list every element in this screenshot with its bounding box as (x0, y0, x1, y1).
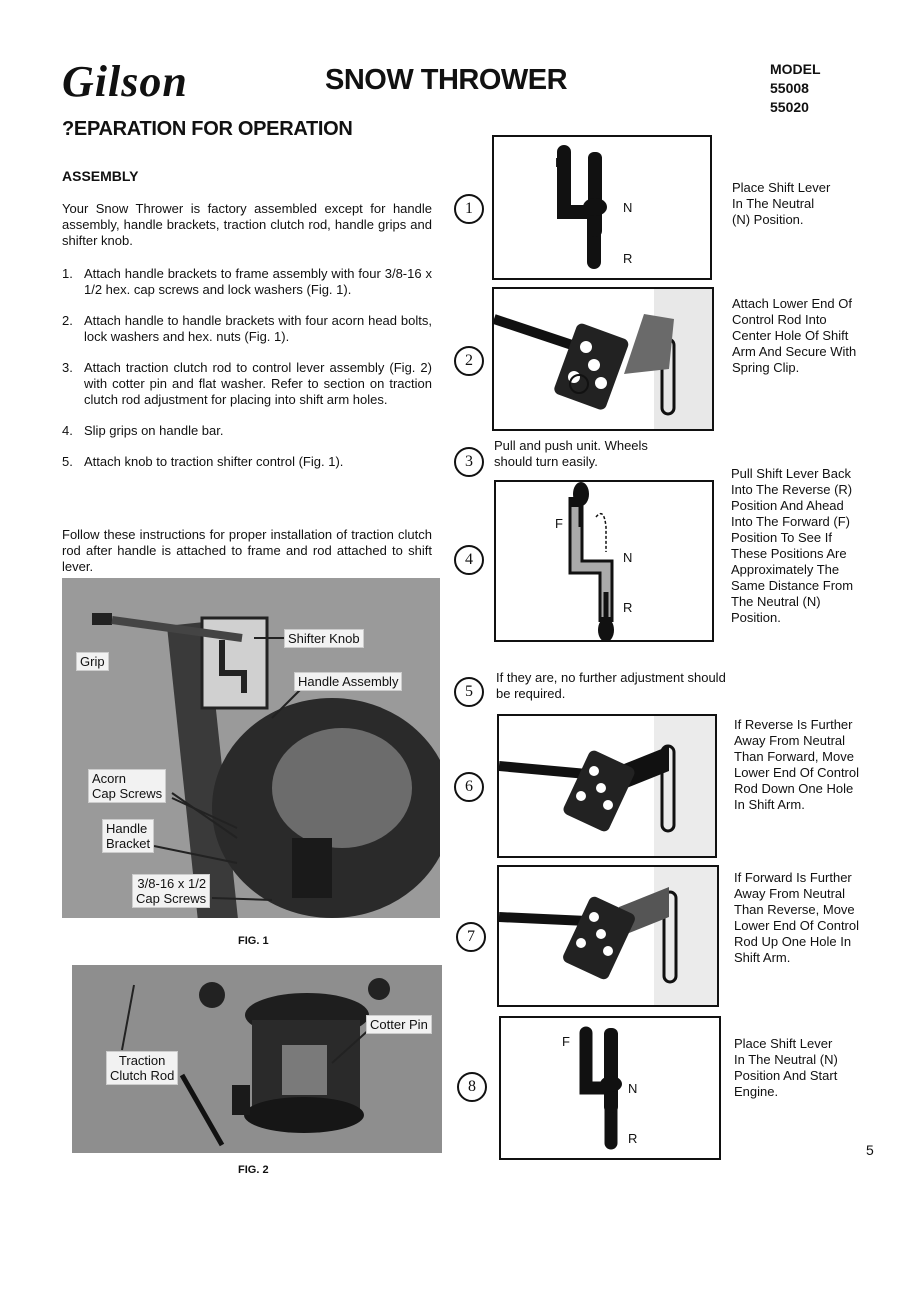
follow-paragraph: Follow these instructions for proper installation of traction clutch rod after handle is attached to frame and rod attached to shift lever. (62, 527, 432, 574)
step-text: Attach knob to traction shifter control (Fig. 1). (84, 454, 344, 469)
shift-letter-n: N (628, 1081, 638, 1096)
step-description: If Forward Is Further Away From Neutral Than Reverse, Move Lower End Of Control Rod Up One Hole In Shift Arm. (734, 870, 860, 965)
shift-arm-diagram (497, 865, 719, 1007)
step-text: Attach handle to handle brackets with four acorn head bolts, lock washers and hex. nuts (Fig. 1). (84, 313, 432, 344)
shift-lever-neutral-start (501, 1018, 719, 1158)
shift-letter-f: F (562, 1034, 570, 1049)
label-grip: Grip (76, 652, 109, 671)
page-number: 5 (866, 1142, 874, 1158)
list-item (62, 360, 432, 408)
shift-letter-r: R (623, 251, 633, 266)
shift-letter-n: N (623, 200, 633, 215)
label-cap-screws: 3/8-16 x 1/2 Cap Screws (132, 874, 210, 908)
shift-gate-diagram (499, 1016, 721, 1160)
fig2-photo (72, 965, 442, 1153)
step-number-circle: 6 (454, 772, 484, 802)
shift-arm-diagram (497, 714, 717, 858)
step-number-circle: 1 (454, 194, 484, 224)
step-number-circle: 8 (457, 1072, 487, 1102)
step-number: 1. (62, 266, 73, 281)
step-description: Place Shift Lever In The Neutral (N) Position And Start Engine. (734, 1036, 838, 1099)
fig1-photo (62, 578, 440, 918)
step-number-circle: 7 (456, 922, 486, 952)
label-acorn-cap-screws: Acorn Cap Screws (88, 769, 166, 803)
step-number-circle: 4 (454, 545, 484, 575)
model-number: 55020 (770, 99, 809, 115)
list-item (62, 423, 432, 439)
shift-letter-n: N (623, 550, 633, 565)
subsection-title: ASSEMBLY (62, 168, 139, 184)
list-item (62, 454, 432, 470)
brand-logo: Gilson (62, 57, 188, 106)
step-description: Pull and push unit. Wheels should turn easily. (494, 438, 648, 469)
label-traction-clutch-rod: Traction Clutch Rod (106, 1051, 178, 1085)
shift-arm-diagram (492, 287, 714, 431)
shift-letter-r: R (623, 600, 633, 615)
step-text: Attach traction clutch rod to control lever assembly (Fig. 2) with cotter pin and flat washer. Refer to section on traction clutch rod adjustment for placing into shift arm holes. (84, 360, 432, 407)
step-text: Attach handle brackets to frame assembly with four 3/8-16 x 1/2 hex. cap screws and lock washers (Fig. 1). (84, 266, 432, 297)
fig1-illustration (62, 578, 440, 918)
model-number: 55008 (770, 80, 809, 96)
shift-letter-f: F (555, 516, 563, 531)
intro-paragraph: Your Snow Thrower is factory assembled except for handle assembly, handle brackets, traction clutch rod, handle grips and shifter knob. (62, 201, 432, 248)
fig1-caption: FIG. 1 (238, 935, 269, 947)
label-handle-bracket: Handle Bracket (102, 819, 154, 853)
label-cotter-pin: Cotter Pin (366, 1015, 432, 1034)
model-block (770, 60, 821, 117)
shift-gate-diagram (494, 480, 714, 642)
shift-lever-positions (496, 482, 712, 640)
step-description: Place Shift Lever In The Neutral (N) Position. (732, 180, 831, 227)
step-description: If Reverse Is Further Away From Neutral Than Forward, Move Lower End Of Control Rod Down One Hole In Shift Arm. (734, 717, 860, 812)
step-number-circle: 3 (454, 447, 484, 477)
list-item (62, 313, 432, 345)
model-label: MODEL (770, 61, 821, 77)
shift-lever-neutral (494, 137, 710, 278)
step-text: Slip grips on handle bar. (84, 423, 224, 438)
step-number: 3. (62, 360, 73, 375)
label-shifter-knob: Shifter Knob (284, 629, 364, 648)
shift-gate-diagram (492, 135, 712, 280)
fig2-caption: FIG. 2 (238, 1164, 269, 1176)
step-number: 2. (62, 313, 73, 328)
assembly-steps (62, 266, 432, 485)
step-description: If they are, no further adjustment should be required. (496, 670, 726, 701)
shift-arm-down-hole (499, 716, 715, 856)
shift-arm-center-hole (494, 289, 712, 429)
step-number-circle: 2 (454, 346, 484, 376)
step-description: Pull Shift Lever Back Into The Reverse (R) Position And Ahead Into The Forward (F) Position To See If These Positions Are Approximately The Same Distance From The Neutral (N) Position. (731, 466, 854, 625)
page-title: SNOW THROWER (325, 64, 568, 96)
label-handle-assembly: Handle Assembly (294, 672, 402, 691)
step-description: Attach Lower End Of Control Rod Into Center Hole Of Shift Arm And Secure With Spring Clip. (732, 296, 857, 375)
step-number-circle: 5 (454, 677, 484, 707)
section-title: ?EPARATION FOR OPERATION (62, 118, 353, 140)
shift-arm-up-hole (499, 867, 717, 1005)
list-item (62, 266, 432, 298)
step-number: 5. (62, 454, 73, 469)
step-number: 4. (62, 423, 73, 438)
shift-letter-r: R (628, 1131, 638, 1146)
shift-letter-f: F (555, 155, 563, 170)
